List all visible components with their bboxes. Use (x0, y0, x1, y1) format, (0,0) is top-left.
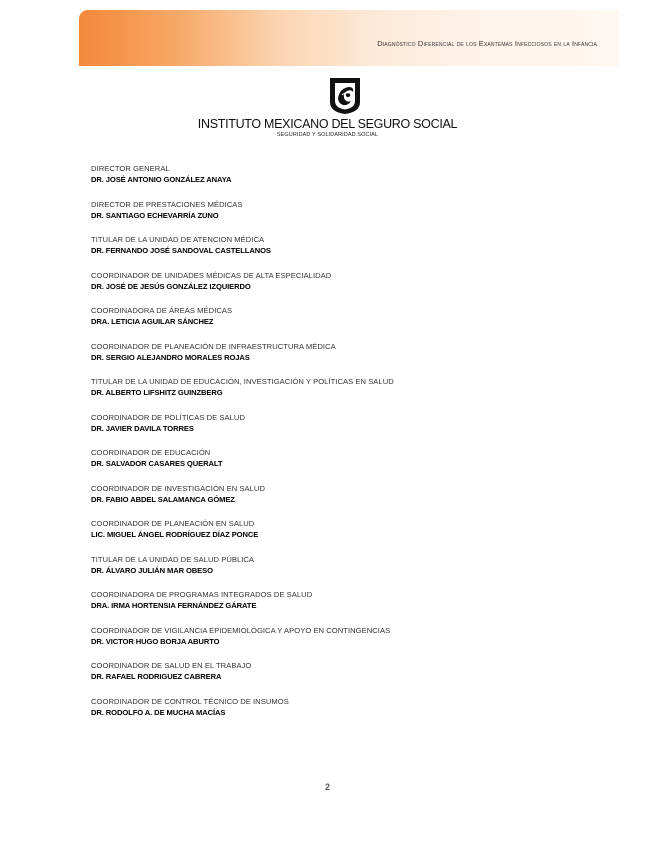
page-number: 2 (324, 782, 330, 792)
directory-entry (91, 412, 591, 448)
entry-role: COORDINADOR DE VIGILANCIA EPIDEMIOLÓGICA Y APOYO EN CONTINGENCIAS (91, 625, 391, 635)
directory-entry (91, 483, 591, 519)
entry-person-name: DR. RAFAEL RODRIGUEZ CABRERA (91, 672, 222, 681)
entry-person-name: DR. JOSÉ DE JESÚS GONZÁLEZ IZQUIERDO (91, 281, 251, 291)
entry-role: COORDINADORA DE PROGRAMAS INTEGRADOS DE SALUD (91, 590, 313, 599)
entry-person-name: DR. FABIO ABDEL SALAMANCA GÓMEZ (91, 494, 235, 504)
entry-role: COORDINADOR DE UNIDADES MÉDICAS DE ALTA ESPECIALIDAD (91, 270, 332, 280)
directory-entry (91, 554, 591, 590)
entry-person-name: DR. ÁLVARO JULIÁN MAR OBESO (91, 565, 213, 575)
entry-role: COORDINADOR DE SALUD EN EL TRABAJO (91, 661, 252, 670)
directory-entry (91, 625, 591, 661)
entry-role: COORDINADOR DE INVESTIGACIÓN EN SALUD (91, 483, 265, 493)
entry-person-name: DR. ALBERTO LIFSHITZ GUINZBERG (91, 388, 223, 397)
directory-entry (91, 376, 591, 412)
entry-role: TITULAR DE LA UNIDAD DE SALUD PÚBLICA (91, 554, 255, 564)
entry-person-name: DR. VICTOR HUGO BORJA ABURTO (91, 636, 220, 646)
entry-person-name: DR. SALVADOR CASARES QUERALT (91, 459, 223, 468)
org-name: INSTITUTO MEXICANO DEL SEGURO SOCIAL (197, 117, 458, 131)
entry-role: DIRECTOR GENERAL (91, 164, 170, 173)
entry-person-name: DR. SANTIAGO ECHEVARRÍA ZUNO (91, 210, 219, 220)
directory-entry (91, 589, 591, 625)
entry-role: COORDINADOR DE EDUCACIÓN (91, 448, 211, 457)
entry-role: TITULAR DE LA UNIDAD DE EDUCACIÓN, INVESTIGACIÓN Y POLÍTICAS EN SALUD (91, 377, 394, 386)
directory-entry (91, 341, 591, 377)
directory-entry (91, 447, 591, 483)
entry-person-name: DR. JOSÉ ANTONIO GONZÁLEZ ANAYA (91, 175, 232, 184)
entry-person-name: DR. FERNANDO JOSÉ SANDOVAL CASTELLANOS (91, 246, 271, 255)
header-title: Diagnóstico Diferencial de los Exantemas Infecciosos en la Infancia (377, 39, 597, 48)
entry-role: COORDINADOR DE POLÍTICAS DE SALUD (91, 412, 245, 422)
directory-entry (91, 270, 591, 306)
entry-person-name: DR. JAVIER DAVILA TORRES (91, 423, 194, 433)
entry-role: DIRECTOR DE PRESTACIONES MÉDICAS (91, 199, 243, 209)
imss-eagle-logo-icon (324, 74, 366, 116)
entry-role: COORDINADOR DE PLANEACIÓN EN SALUD (91, 519, 255, 528)
entry-person-name: DR. RODOLFO A. DE MUCHA MACÍAS (91, 707, 226, 717)
directory-entry (91, 305, 591, 341)
directory-entry (91, 660, 591, 696)
entry-person-name: DRA. LETICIA AGUILAR SÁNCHEZ (91, 317, 214, 326)
header-bar (79, 10, 619, 66)
directory-entry (91, 234, 591, 270)
directory-entry (91, 518, 591, 554)
directory-entry (91, 199, 591, 235)
directory-entry (91, 696, 591, 732)
entry-role: COORDINADORA DE ÁREAS MÉDICAS (91, 306, 233, 315)
entry-role: COORDINADOR DE CONTROL TÉCNICO DE INSUMOS (91, 696, 289, 706)
entry-role: TITULAR DE LA UNIDAD DE ATENCION MÉDICA (91, 235, 265, 244)
staff-directory (91, 163, 591, 731)
entry-person-name: DRA. IRMA HORTENSIA FERNÁNDEZ GÁRATE (91, 601, 257, 610)
entry-person-name: LIC. MIGUEL ÁNGEL RODRÍGUEZ DÍAZ PONCE (91, 530, 259, 539)
entry-role: COORDINADOR DE PLANEACIÓN DE INFRAESTRUCTURA MÉDICA (91, 341, 336, 351)
org-motto: SEGURIDAD Y SOLIDARIDAD SOCIAL (276, 132, 379, 138)
entry-person-name: DR. SERGIO ALEJANDRO MORALES ROJAS (91, 352, 250, 362)
directory-entry (91, 163, 591, 199)
